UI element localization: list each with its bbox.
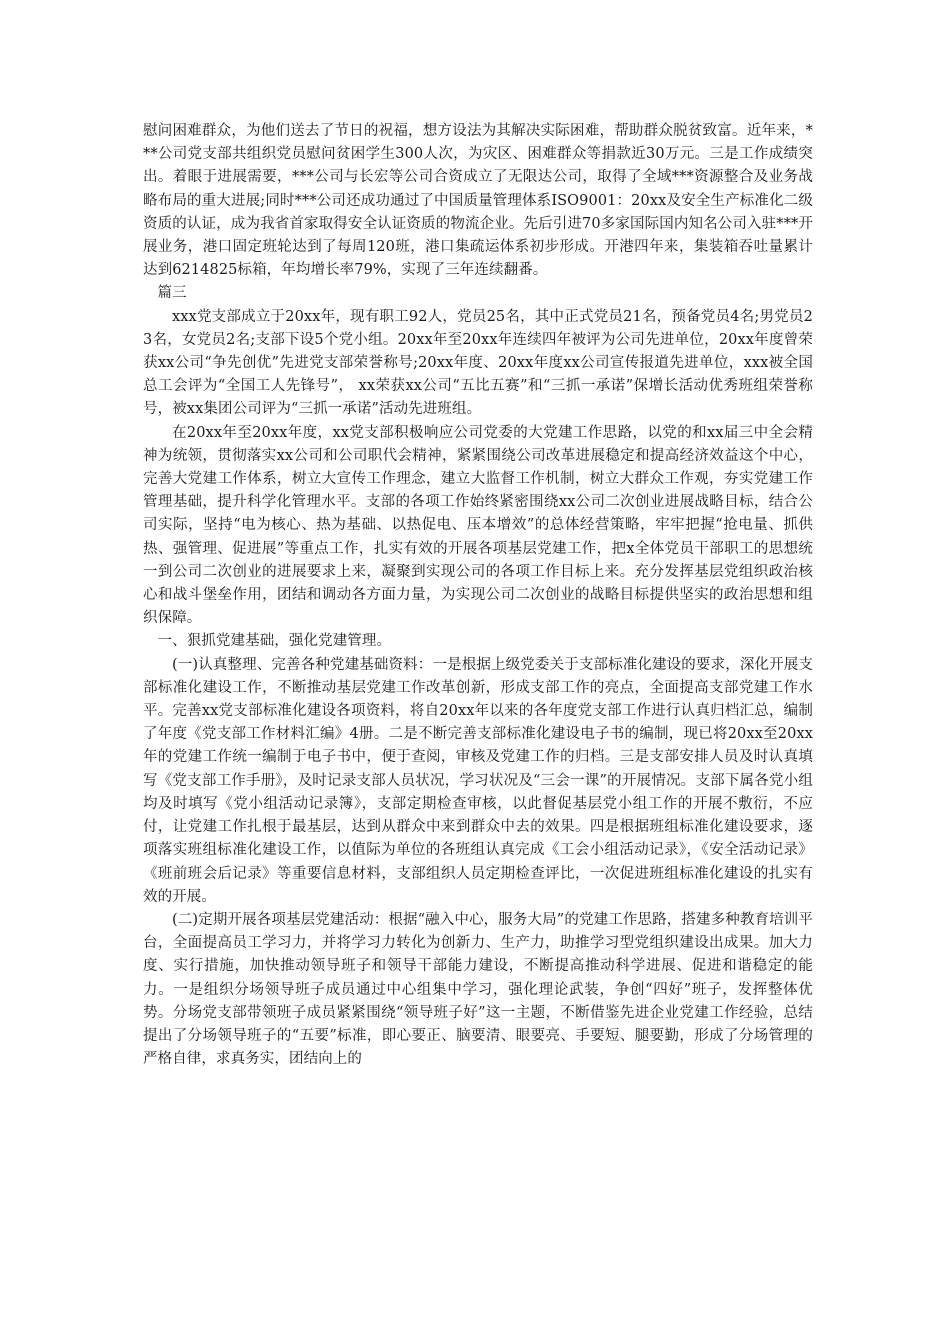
paragraph-party-work: 在20xx年至20xx年度，xx党支部积极响应公司党委的大党建工作思路，以党的和xx届三中全会精神为统领，贯彻落实xx公司和公司职代会精神，紧紧围绕公司改革进展稳定和提高经济效益这个中心，完善大党建工作体系，树立大宣传工作理念，建立大监督工作机制，树立大群众工作观，夯实党建工作管理基础，提升科学化管理水平。支部的各项工作始终紧密围绕xx公司二次创业进展战略目标，结合公司实际，坚持“电为核心、热为基础、以热促电、压本增效”的总体经营策略，牢牢把握“抢电量、抓供热、强管理、促进展”等重点工作，扎实有效的开展各项基层党建工作，把x全体党员干部职工的思想统一到公司二次创业的进展要求上来，凝聚到实现公司的各项工作目标上来。充分发挥基层党组织政治核心和战斗堡垒作用，团结和调动各方面力量，为实现公司二次创业的战略目标提供坚实的政治思想和组织保障。: [143, 424, 813, 627]
document-body: [143, 120, 813, 1071]
paragraph-branch-intro: xxx党支部成立于20xx年，现有职工92人，党员25名，其中正式党员21名，预备党员4名;男党员23名，女党员2名;支部下设5个党小组。20xx年至20xx年连续四年被评为公司先进单位，20xx年度曾荣获xx公司“争先创优”先进党支部荣誉称号;20xx年度、20xx年度xx公司宣传报道先进单位，xxx被全国总工会评为“全国工人先锋号”， xx荣获xx公司“五比五赛”和“三抓一承诺”保增长活动优秀班组荣誉称号，被xx集团公司评为“三抓一承诺”活动先进班组。: [143, 308, 813, 418]
paragraph-subsection-two: (二)定期开展各项基层党建活动：根据“融入中心，服务大局”的党建工作思路，搭建多种教育培训平台，全面提高员工学习力，并将学习力转化为创新力、生产力，助推学习型党组织建设出成果。加大力度、实行措施，加快推动领导班子和领导干部能力建设，不断提高推动科学进展、促进和谐稳定的能力。一是组织分场领导班子成员通过中心组集中学习，强化理论武装，争创“四好”班子，发挥整体优势。分场党支部带领班子成员紧紧围绕“领导班子好”这一主题，不断借鉴先进企业党建工作经验，总结提出了分场领导班子的“五要”标准，即心要正、脑要清、眼要亮、手要短、腿要勤，形成了分场管理的严格自律，求真务实，团结向上的: [143, 911, 813, 1068]
section-heading-pian-san: 篇三: [157, 285, 187, 302]
section-heading-one: 一、狠抓党建基础，强化党建管理。: [157, 633, 392, 650]
paragraph-subsection-one: (一)认真整理、完善各种党建基础资料：一是根据上级党委关于支部标准化建设的要求，深化开展支部标准化建设工作，不断推动基层党建工作改革创新，形成支部工作的亮点，全面提高支部党建工作水平。完善xx党支部标准化建设各项资料，将自20xx年以来的各年度党支部工作进行认真归档汇总，编制了年度《党支部工作材料汇编》4册。二是不断完善支部标准化建设电子书的编制，现已将20xx至20xx年的党建工作统一编制于电子书中，便于查阅，审核及党建工作的归档。三是支部安排人员及时认真填写《党支部工作手册》，及时记录支部人员状况，学习状况及“三会一课”的开展情况。支部下属各党小组均及时填写《党小组活动记录簿》，支部定期检查审核，以此督促基层党小组工作的开展不敷衍，不应付，让党建工作扎根于最基层，达到从群众中来到群众中去的效果。四是根据班组标准化建设要求，逐项落实班组标准化建设工作，以值际为单位的各班组认真完成《工会小组活动记录》，《安全活动记录》《班前班会后记录》等重要信息材料，支部组织人员定期检查评比，一次促进班组标准化建设的扎实有效的开展。: [143, 656, 813, 905]
paragraph-continuation: 慰问困难群众，为他们送去了节日的祝福，想方设法为其解决实际困难，帮助群众脱贫致富。近年来，***公司党支部共组织党员慰问贫困学生300人次，为灾区、困难群众等捐款近30万元。三是工作成绩突出。着眼于进展需要，***公司与长宏等公司合资成立了无限达公司，取得了全域***资源整合及业务战略布局的重大进展;同时***公司还成功通过了中国质量管理体系ISO9001：20xx及安全生产标准化二级资质的认证，成为我省首家取得安全认证资质的物流企业。先后引进70多家国际国内知名公司入驻***开展业务，港口固定班轮达到了每周120班，港口集疏运体系初步形成。开港四年来，集装箱吞吐量累计达到6214825标箱，年均增长率79%，实现了三年连续翻番。: [143, 123, 813, 279]
